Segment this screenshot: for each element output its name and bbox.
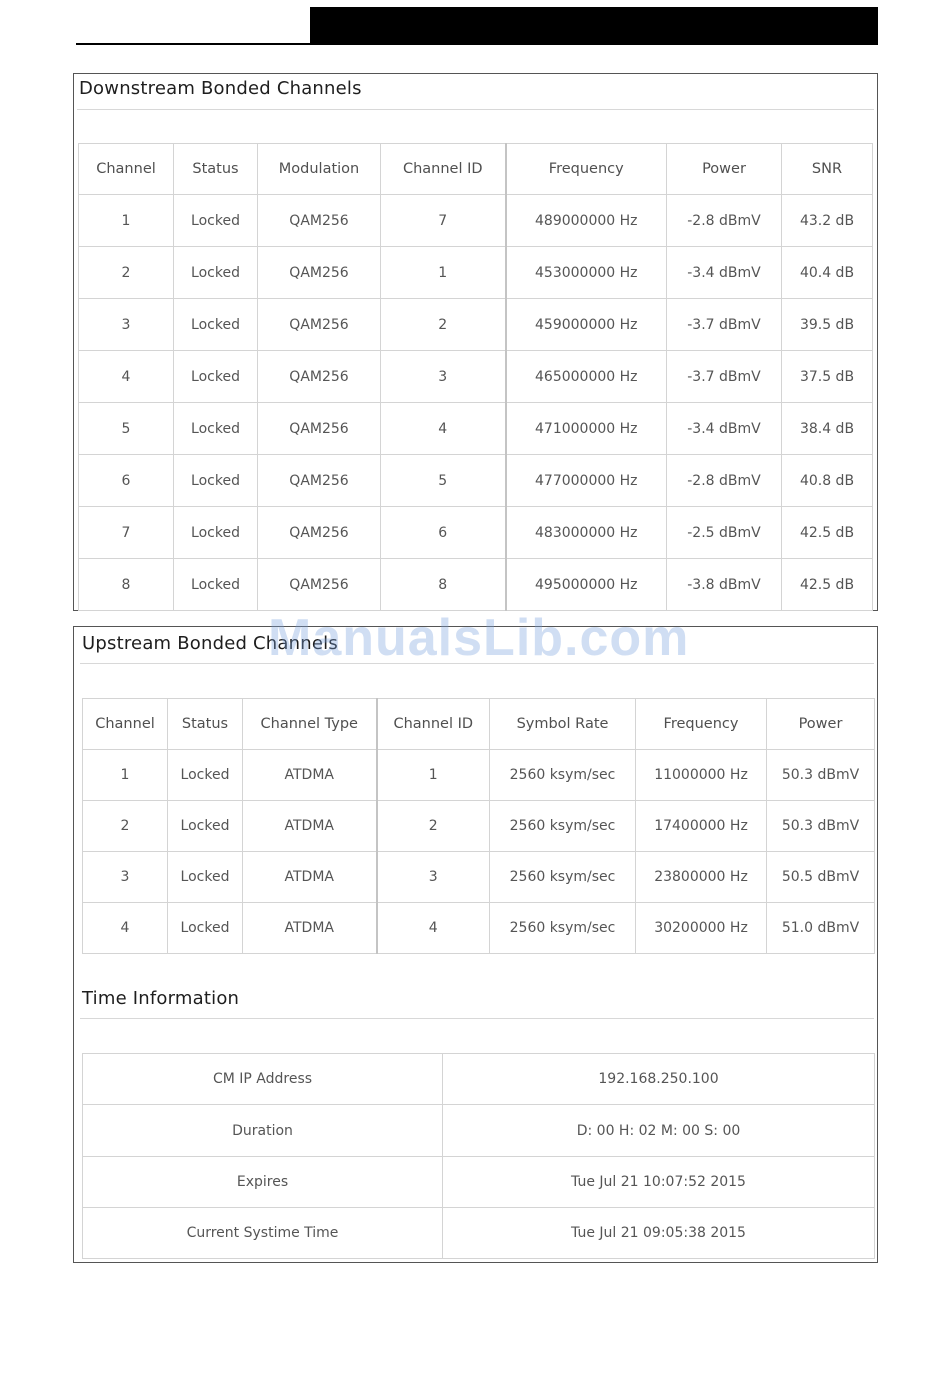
table-cell: 30200000 Hz — [636, 903, 767, 954]
table-row — [83, 1157, 875, 1208]
table-row — [83, 750, 875, 801]
table-cell: 5 — [79, 403, 174, 455]
table-cell: 3 — [377, 852, 490, 903]
table-cell: 8 — [79, 559, 174, 611]
table-cell: 42.5 dB — [782, 559, 873, 611]
table-row — [83, 801, 875, 852]
table-cell: 50.5 dBmV — [767, 852, 875, 903]
table-row — [79, 507, 873, 559]
page-header-bar — [310, 7, 878, 44]
table-cell: Locked — [168, 903, 243, 954]
table-cell: 2 — [377, 801, 490, 852]
table-cell: 7 — [381, 195, 506, 247]
table-cell: 40.8 dB — [782, 455, 873, 507]
col-header: Power — [767, 699, 875, 750]
table-cell: -3.7 dBmV — [667, 299, 782, 351]
table-cell: ATDMA — [243, 903, 377, 954]
table-cell: 6 — [79, 455, 174, 507]
table-row — [79, 403, 873, 455]
table-cell: -2.8 dBmV — [667, 195, 782, 247]
table-cell: 1 — [377, 750, 490, 801]
table-cell: 4 — [381, 403, 506, 455]
table-cell: 2560 ksym/sec — [490, 750, 636, 801]
table-cell: QAM256 — [258, 455, 381, 507]
table-cell: QAM256 — [258, 403, 381, 455]
table-cell: 495000000 Hz — [506, 559, 667, 611]
upstream-header-row — [83, 699, 875, 750]
table-cell: 483000000 Hz — [506, 507, 667, 559]
downstream-header-row — [79, 144, 873, 195]
table-cell: 459000000 Hz — [506, 299, 667, 351]
col-header: Power — [667, 144, 782, 195]
time-info-label: Current Systime Time — [83, 1208, 443, 1259]
table-cell: 8 — [381, 559, 506, 611]
downstream-title: Downstream Bonded Channels — [79, 78, 362, 99]
col-header: Status — [174, 144, 258, 195]
col-header: Channel Type — [243, 699, 377, 750]
table-row — [83, 1054, 875, 1105]
table-row — [83, 903, 875, 954]
table-cell: 1 — [83, 750, 168, 801]
table-cell: -3.8 dBmV — [667, 559, 782, 611]
table-cell: 7 — [79, 507, 174, 559]
table-row — [83, 852, 875, 903]
table-cell: Locked — [168, 852, 243, 903]
table-cell: -3.4 dBmV — [667, 403, 782, 455]
table-cell: 51.0 dBmV — [767, 903, 875, 954]
col-header: Symbol Rate — [490, 699, 636, 750]
table-cell: QAM256 — [258, 559, 381, 611]
table-cell: 3 — [381, 351, 506, 403]
table-cell: -3.7 dBmV — [667, 351, 782, 403]
table-cell: QAM256 — [258, 247, 381, 299]
time-info-label: Expires — [83, 1157, 443, 1208]
table-row — [79, 351, 873, 403]
table-row — [83, 1208, 875, 1259]
table-cell: 17400000 Hz — [636, 801, 767, 852]
table-cell: 3 — [83, 852, 168, 903]
table-cell: 2 — [381, 299, 506, 351]
table-cell: -3.4 dBmV — [667, 247, 782, 299]
table-cell: Locked — [174, 559, 258, 611]
table-cell: 465000000 Hz — [506, 351, 667, 403]
downstream-title-rule — [77, 109, 874, 110]
time-info-value: D: 00 H: 02 M: 00 S: 00 — [443, 1105, 875, 1157]
time-info-value: Tue Jul 21 10:07:52 2015 — [443, 1157, 875, 1208]
table-cell: QAM256 — [258, 195, 381, 247]
table-cell: 43.2 dB — [782, 195, 873, 247]
table-cell: Locked — [174, 351, 258, 403]
table-cell: 6 — [381, 507, 506, 559]
time-info-label: CM IP Address — [83, 1054, 443, 1105]
table-cell: Locked — [168, 801, 243, 852]
time-info-table — [82, 1053, 875, 1259]
table-cell: ATDMA — [243, 801, 377, 852]
table-cell: 4 — [79, 351, 174, 403]
table-row — [79, 195, 873, 247]
upstream-table — [82, 698, 875, 954]
downstream-table — [78, 143, 873, 611]
table-row — [83, 1105, 875, 1157]
table-cell: QAM256 — [258, 507, 381, 559]
table-cell: 2560 ksym/sec — [490, 801, 636, 852]
table-cell: 1 — [79, 195, 174, 247]
table-cell: QAM256 — [258, 351, 381, 403]
table-cell: 1 — [381, 247, 506, 299]
table-row — [79, 559, 873, 611]
col-header: Channel ID — [381, 144, 506, 195]
col-header: Status — [168, 699, 243, 750]
table-cell: 40.4 dB — [782, 247, 873, 299]
time-info-title-rule — [80, 1018, 874, 1019]
table-cell: 477000000 Hz — [506, 455, 667, 507]
time-info-title: Time Information — [82, 988, 240, 1009]
table-cell: ATDMA — [243, 750, 377, 801]
table-row — [79, 299, 873, 351]
upstream-title: Upstream Bonded Channels — [82, 633, 338, 654]
table-row — [79, 247, 873, 299]
table-cell: -2.5 dBmV — [667, 507, 782, 559]
table-cell: 2560 ksym/sec — [490, 852, 636, 903]
table-cell: 38.4 dB — [782, 403, 873, 455]
table-cell: 3 — [79, 299, 174, 351]
col-header: Channel — [83, 699, 168, 750]
table-cell: Locked — [174, 455, 258, 507]
table-cell: 2560 ksym/sec — [490, 903, 636, 954]
table-cell: 453000000 Hz — [506, 247, 667, 299]
table-cell: Locked — [174, 195, 258, 247]
table-cell: 23800000 Hz — [636, 852, 767, 903]
table-cell: QAM256 — [258, 299, 381, 351]
table-cell: 4 — [377, 903, 490, 954]
table-cell: Locked — [174, 507, 258, 559]
table-cell: 11000000 Hz — [636, 750, 767, 801]
time-info-value: 192.168.250.100 — [443, 1054, 875, 1105]
table-cell: 471000000 Hz — [506, 403, 667, 455]
table-row — [79, 455, 873, 507]
table-cell: 5 — [381, 455, 506, 507]
table-cell: 2 — [83, 801, 168, 852]
col-header: Channel ID — [377, 699, 490, 750]
time-info-label: Duration — [83, 1105, 443, 1157]
table-cell: 42.5 dB — [782, 507, 873, 559]
col-header: Frequency — [506, 144, 667, 195]
col-header: Frequency — [636, 699, 767, 750]
table-cell: Locked — [174, 403, 258, 455]
table-cell: -2.8 dBmV — [667, 455, 782, 507]
table-cell: ATDMA — [243, 852, 377, 903]
page-header-rule — [76, 43, 878, 45]
table-cell: 2 — [79, 247, 174, 299]
time-info-value: Tue Jul 21 09:05:38 2015 — [443, 1208, 875, 1259]
col-header: SNR — [782, 144, 873, 195]
table-cell: Locked — [174, 299, 258, 351]
col-header: Channel — [79, 144, 174, 195]
table-cell: Locked — [174, 247, 258, 299]
table-cell: 37.5 dB — [782, 351, 873, 403]
table-cell: 50.3 dBmV — [767, 750, 875, 801]
col-header: Modulation — [258, 144, 381, 195]
table-cell: 489000000 Hz — [506, 195, 667, 247]
table-cell: Locked — [168, 750, 243, 801]
table-cell: 4 — [83, 903, 168, 954]
table-cell: 39.5 dB — [782, 299, 873, 351]
table-cell: 50.3 dBmV — [767, 801, 875, 852]
watermark: ManualsLib.com — [268, 609, 690, 667]
